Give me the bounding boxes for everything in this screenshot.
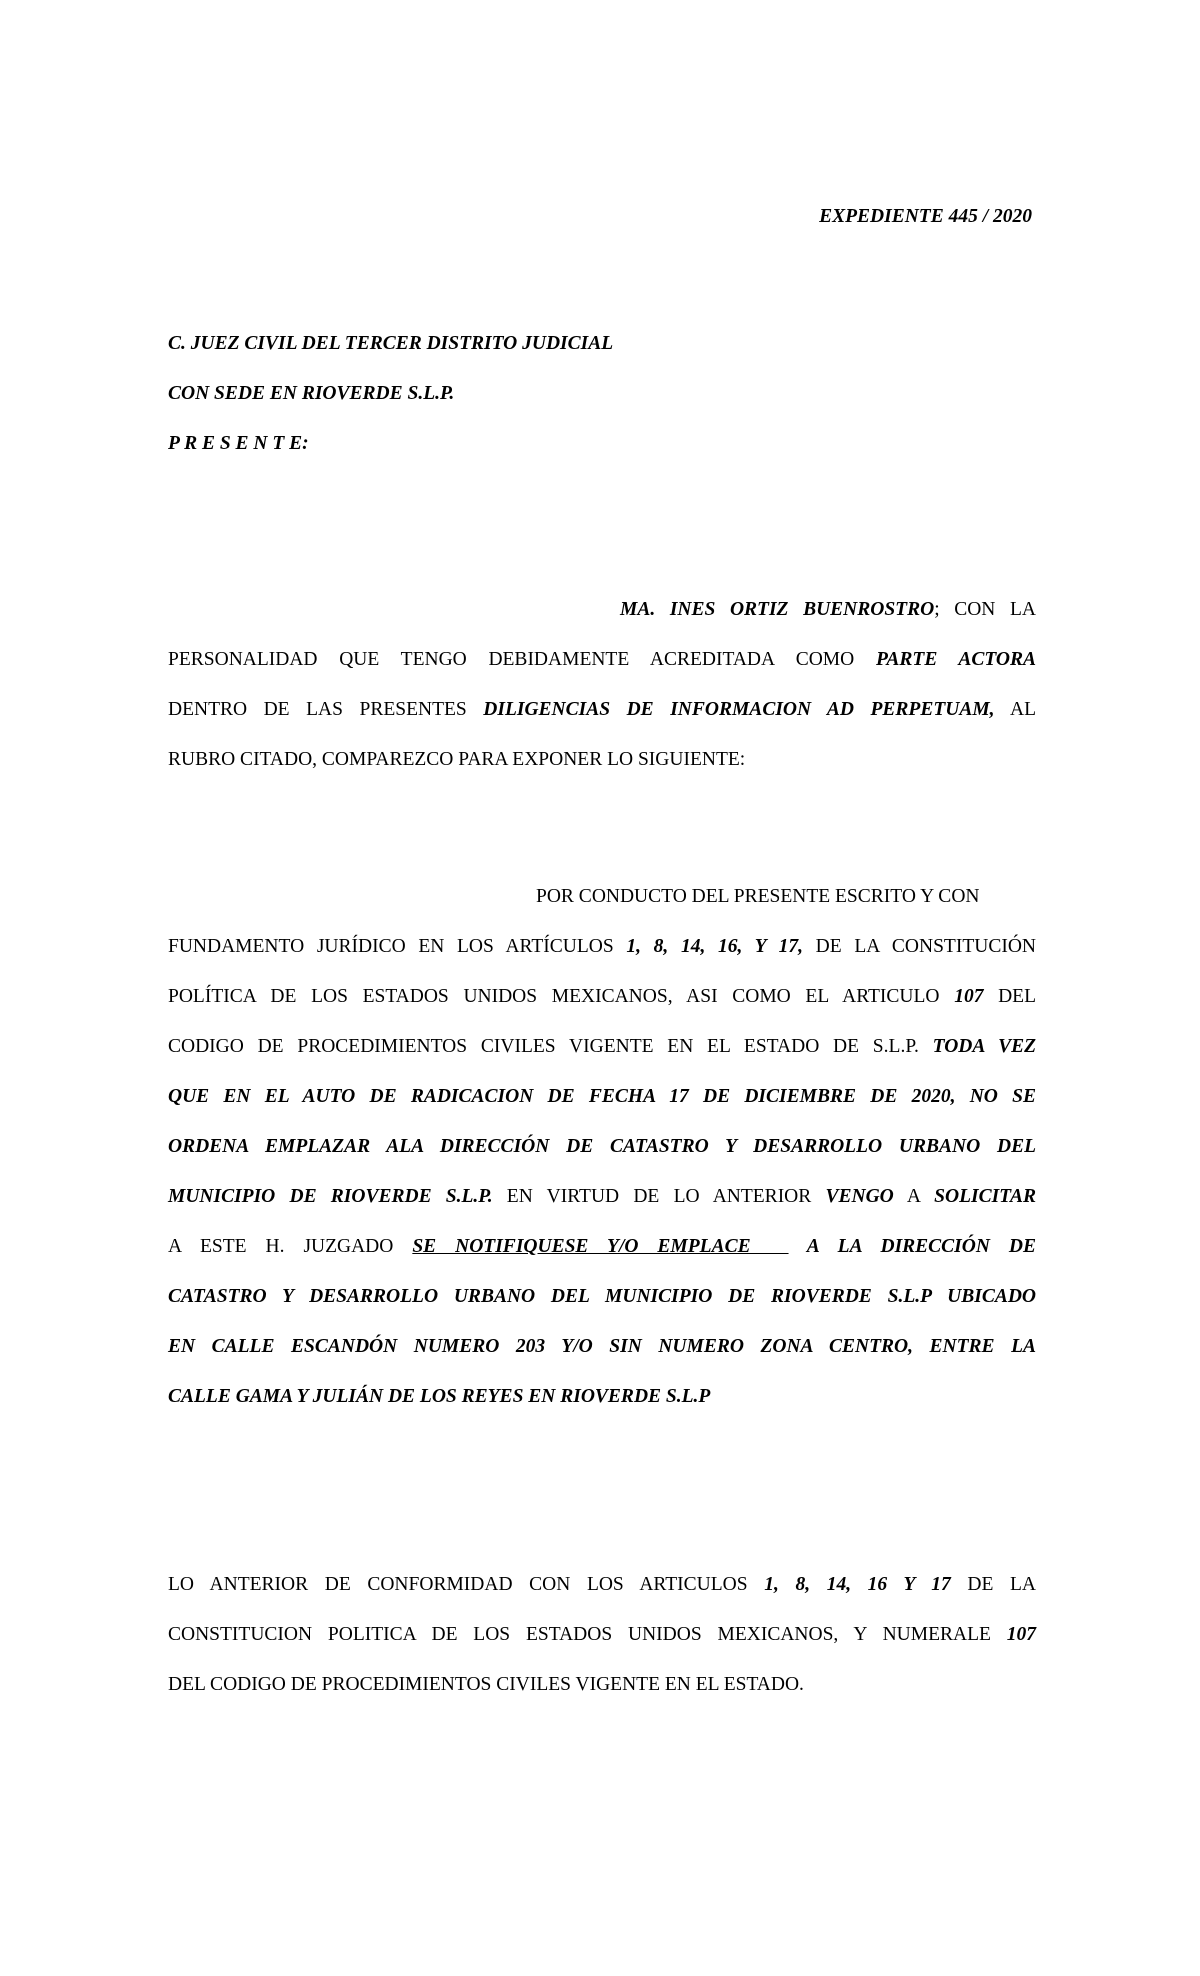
body-line-9: CATASTRO Y DESARROLLO URBANO DEL MUNICIPIO DE RIOVERDE S.L.P UBICADO	[168, 1286, 1036, 1307]
plaintiff-name: MA. INES ORTIZ BUENROSTRO	[620, 599, 935, 620]
closing-line-3: DEL CODIGO DE PROCEDIMIENTOS CIVILES VIGENTE EN EL ESTADO.	[168, 1674, 804, 1695]
body-line-1: POR CONDUCTO DEL PRESENTE ESCRITO Y CON	[536, 886, 980, 907]
body-line-4: CODIGO DE PROCEDIMIENTOS CIVILES VIGENTE EN EL ESTADO DE S.L.P. TODA VEZ	[168, 1036, 1037, 1057]
intro-line-4: RUBRO CITADO, COMPAREZCO PARA EXPONER LO SIGUIENTE:	[168, 749, 746, 770]
body-line-3: POLÍTICA DE LOS ESTADOS UNIDOS MEXICANOS, ASI COMO EL ARTICULO 107 DEL	[168, 986, 1037, 1007]
diligencias: DILIGENCIAS DE INFORMACION AD PERPETUAM,	[483, 699, 995, 720]
body-line-2: FUNDAMENTO JURÍDICO EN LOS ARTÍCULOS 1, 8, 14, 16, Y 17, DE LA CONSTITUCIÓN	[168, 936, 1036, 957]
closing-paragraph	[168, 1560, 1036, 1710]
intro-line-1: MA. INES ORTIZ BUENROSTRO; CON LA	[620, 599, 1036, 620]
body-paragraph	[168, 872, 1036, 1422]
parte-actora: PARTE ACTORA	[875, 649, 1036, 670]
closing-line-2: CONSTITUCION POLITICA DE LOS ESTADOS UNIDOS MEXICANOS, Y NUMERALE 107	[168, 1624, 1036, 1645]
address-judge: C. JUEZ CIVIL DEL TERCER DISTRITO JUDICIAL	[168, 333, 614, 354]
body-line-5: QUE EN EL AUTO DE RADICACION DE FECHA 17 DE DICIEMBRE DE 2020, NO SE	[168, 1086, 1036, 1107]
intro-paragraph	[168, 585, 1036, 785]
intro-line-2: PERSONALIDAD QUE TENGO DEBIDAMENTE ACREDITADA COMO PARTE ACTORA	[168, 649, 1036, 670]
notifiquese-underlined: SE NOTIFIQUESE Y/O EMPLACE	[412, 1236, 789, 1257]
body-line-8: A ESTE H. JUZGADO SE NOTIFIQUESE Y/O EMPLACE A LA DIRECCIÓN DE	[168, 1236, 1036, 1257]
expediente-number: EXPEDIENTE 445 / 2020	[819, 206, 1032, 227]
intro-line-3: DENTRO DE LAS PRESENTES DILIGENCIAS DE INFORMACION AD PERPETUAM, AL	[168, 699, 1036, 720]
address-presente: P R E S E N T E:	[168, 433, 309, 454]
address-seat: CON SEDE EN RIOVERDE S.L.P.	[168, 383, 455, 404]
body-line-6: ORDENA EMPLAZAR ALA DIRECCIÓN DE CATASTRO Y DESARROLLO URBANO DEL	[168, 1136, 1036, 1157]
body-line-11: CALLE GAMA Y JULIÁN DE LOS REYES EN RIOVERDE S.L.P	[168, 1386, 711, 1407]
body-line-10: EN CALLE ESCANDÓN NUMERO 203 Y/O SIN NUMERO ZONA CENTRO, ENTRE LA	[168, 1336, 1036, 1357]
closing-line-1: LO ANTERIOR DE CONFORMIDAD CON LOS ARTICULOS 1, 8, 14, 16 Y 17 DE LA	[168, 1574, 1036, 1595]
body-line-7: MUNICIPIO DE RIOVERDE S.L.P. EN VIRTUD DE LO ANTERIOR VENGO A SOLICITAR	[168, 1186, 1037, 1207]
